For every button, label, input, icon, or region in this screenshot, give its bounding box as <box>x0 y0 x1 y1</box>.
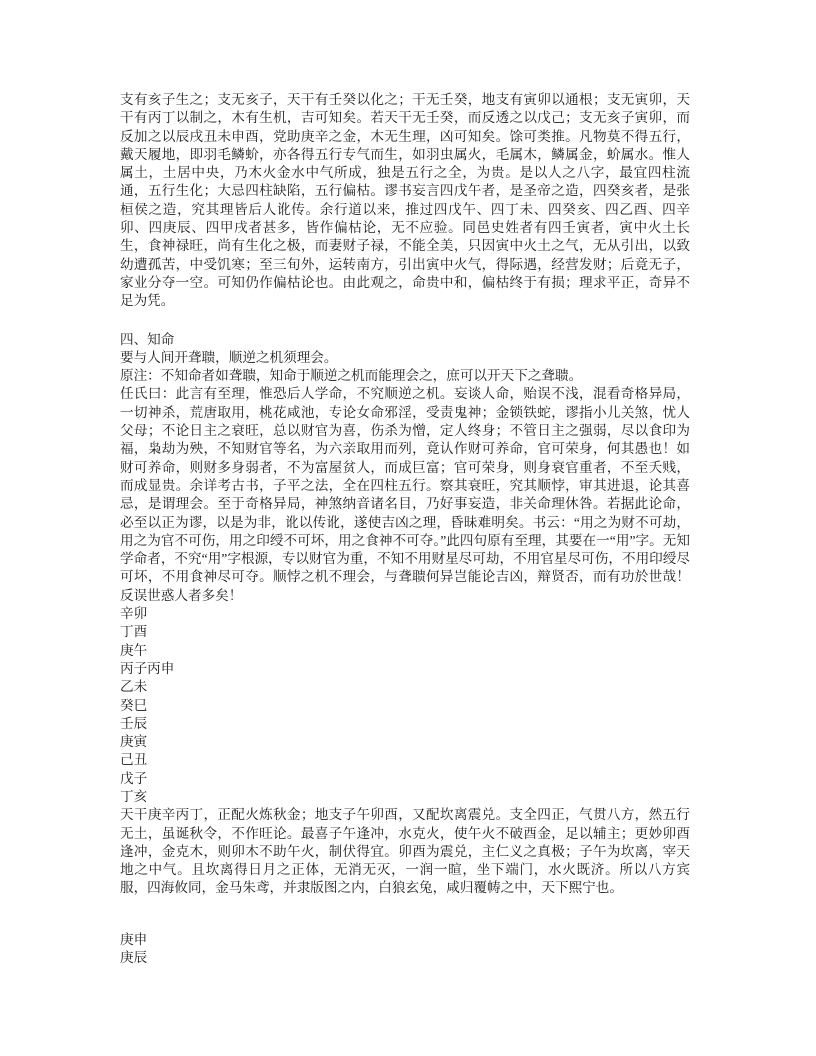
pillar-line: 丁亥 <box>120 788 148 804</box>
pillar-line: 乙未 <box>120 679 148 695</box>
pillar-line: 庚寅 <box>120 734 148 750</box>
pillar-line: 丙子丙申 <box>120 660 175 676</box>
commentary-paragraph: 任氏曰：此言有至理，惟恐后人学命，不究顺逆之机。妄谈人命，贻误不浅，混看奇格异局，一切神杀，荒唐取用，桃花咸池，专论女命邪淫，受责鬼神；金锁铁蛇，谬指小儿关煞，忧人父母；不论日主之衰旺，总以财官为喜，伤杀为憎，定人终身；不管日主之强弱，尽以食印为福，枭劫为殃，不知财官等名，为六亲取用而列，竟认作财可养命，官可荣身，何其愚也！如财可养命，则财多身弱者，不为富屋贫人，而成巨富；官可荣身，则身衰官重者，不至夭贱，而成显贵。余详考古书，子平之法，全在四柱五行。察其衰旺，究其顺悖，审其进退，论其喜忌，是谓理会。至于奇格异局，神煞纳音诸名目，乃好事妄造，非关命理休咎。若据此论命，必至以正为谬，以是为非，讹以传讹，遂使吉凶之理，昏昧难明矣。书云：“用之为财不可劫，用之为官不可伤，用之印绶不可坏，用之食神不可夺。”此四句原有至理，其要在一“用”字。无知学命者，不究“用”字根源，专以财官为重，不知不用财星尽可劫，不用官星尽可伤，不用印绶尽可坏，不用食神尽可夺。顺悖之机不理会，与聋聩何异岂能论吉凶，辩贤否，而有功於世哉！反误世惑人者多矣！ <box>120 386 690 603</box>
pillar-list <box>120 605 690 806</box>
original-note: 原注：不知命者如聋聩，知命于顺逆之机而能理会之，庶可以开天下之聋聩。 <box>120 368 583 384</box>
pillar-line: 戊子 <box>120 770 148 786</box>
pillar-line: 丁酉 <box>120 624 148 640</box>
pillar-line: 庚午 <box>120 642 148 658</box>
section-verse: 要与人间开聋聩，顺逆之机须理会。 <box>120 349 338 365</box>
pillar-list-bottom <box>120 931 690 968</box>
text-column <box>120 91 690 967</box>
continuation-paragraph: 支有亥子生之；支无亥子，天干有壬癸以化之；干无壬癸，地支有寅卯以通根；支无寅卯，天干有丙丁以制之，木有生机，吉可知矣。若天干无壬癸，而反透之以戊己；支无亥子寅卯，而反加之以辰戌丑未申酉，党助庚辛之金，木无生理，凶可知矣。馀可类推。凡物莫不得五行，戴天履地，即羽毛鳞蚧，亦各得五行专气而生，如羽虫属火，毛属木，鳞属金，蚧属水。惟人属土，土居中央，乃木火金水中气所成，独是五行之全，为贵。是以人之八字，最宜四柱流通，五行生化；大忌四柱缺陷，五行偏枯。谬书妄言四戊午者，是圣帝之造，四癸亥者，是张桓侯之造，究其理皆后人讹传。余行道以来，推过四戊午、四丁未、四癸亥、四乙酉、四辛卯、四庚辰、四甲戌者甚多，皆作偏枯论，无不应验。同邑史姓者有四壬寅者，寅中火土长生，食神禄旺，尚有生化之极，而妻财子禄，不能全美，只因寅中火土之气，无从引出，以致幼遭孤苦，中受饥寒；至三旬外，运转南方，引出寅中火气，得际遇，经营发财；后竟无子，家业分夺一空。可知仍作偏枯论也。由此观之，命贵中和，偏枯终于有损；理求平正，奇异不足为凭。 <box>120 92 690 309</box>
pillar-line: 己丑 <box>120 752 148 768</box>
section-heading: 四、知命 <box>120 331 175 347</box>
pillar-line: 癸巳 <box>120 697 148 713</box>
pillar-line: 辛卯 <box>120 606 148 622</box>
pillar-line: 壬辰 <box>120 715 148 731</box>
analysis-paragraph: 天干庚辛丙丁，正配火炼秋金；地支子午卯酉，又配坎离震兑。支全四正，气贯八方，然五行无土，虽诞秋令，不作旺论。最喜子午逢冲，水克火，使午火不破酉金，足以辅主；更妙卯酉逢冲，金克木，则卯木不助午火，制伏得宜。卯酉为震兑，主仁义之真极；子午为坎离，宰天地之中气。且坎离得日月之正体，无消无灭，一润一暄，坐下端门，水火既济。所以八方宾服，四海攸同，金马朱鸢，并隶版图之内，白狼玄兔，咸归覆帱之中，天下熙宁也。 <box>120 807 690 896</box>
pillar-line: 庚申 <box>120 931 148 947</box>
pillar-line: 庚辰 <box>120 950 148 966</box>
